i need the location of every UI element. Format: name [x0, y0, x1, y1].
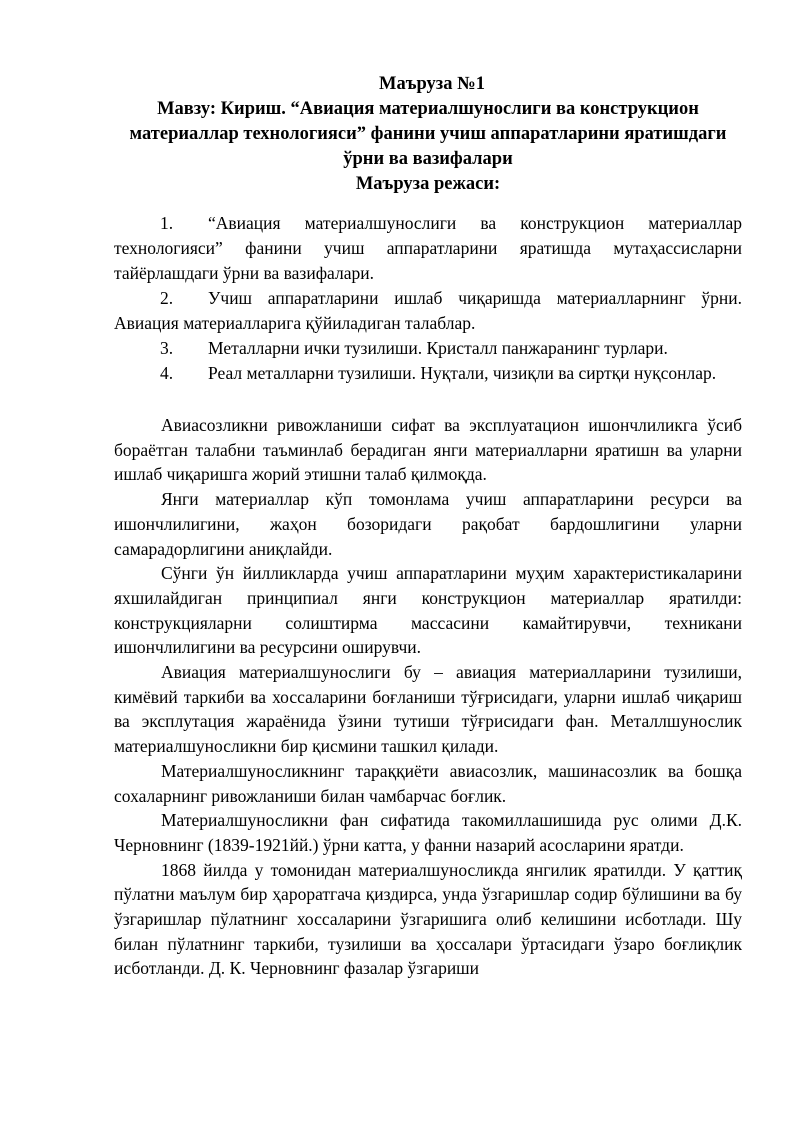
plan-item-number: 1.: [160, 213, 174, 233]
plan-title: Маъруза режаси:: [355, 174, 501, 194]
body-paragraph: 1868 йилда у томонидан материалшуносликда янгилик яратилди. У қаттиқ пўлатни маълум бир ҳароратгача қиздирса, унда ўзгаришлар содир бўлишини ва бу ўзгаришлар пўлатнинг хоссаларини ўзгаришига олиб келишини исботлади. Шу билан пўлатнинг таркиби, тузилиши ва ҳосcалари ўртасидаги ўзаро боғлиқлик исботланди. Д. К. Черновнинг фазалар ўзгариши: [114, 859, 742, 979]
lecture-number: Маъруза №1: [379, 74, 485, 94]
body-paragraph: Янги материаллар кўп томонлама учиш аппаратларини ресурси ва ишончлилигини, жаҳон бозоридаги рақобат бардошлигини уларни самарадорлигини аниқлайди.: [114, 489, 742, 559]
plan-item-text: Металларни ички тузилиши. Кристалл панжаранинг турлари.: [208, 338, 668, 358]
plan-item-number: 3.: [160, 338, 174, 358]
body-paragraph: Материалшуносликни фан сифатида такомиллашишида рус олими Д.К. Черновнинг (1839-1921йй.) ўрни катта, у фанни назарий асосларини яратди.: [114, 810, 742, 855]
document-content: [114, 72, 742, 981]
plan-item: [114, 336, 742, 361]
plan-item-number: 2.: [160, 288, 174, 308]
plan-item-text: Реал металларни тузилиши. Нуқтали, чизиқли ва сиртқи нуқсонлар.: [208, 363, 717, 383]
body-paragraph: Материалшуносликнинг тараққиёти авиасозлик, машинасозлик ва бошқа сохаларнинг ривожланиши билан чамбарчас боғлик.: [114, 760, 742, 806]
section-spacer: [114, 386, 742, 413]
plan-item: [114, 361, 742, 386]
plan-item: [114, 211, 742, 286]
lecture-topic: Мавзу: Кириш. “Авиация материалшунослиги ва конструкцион материаллар технологияси” фанини учиш аппаратларини яратишдаги ўрни ва вазифалари: [129, 99, 727, 169]
body-paragraph: Авиация материалшунослиги бу – авиация материалларини тузилиши, кимёвий таркиби ва хоссаларини боғланиши тўғрисидаги, уларни ишлаб чиқариш ва эксплутация жараёнида ўзини тутиши тўғрисидаги фан. Металлшунослик материалшуносликни бир қисмини ташкил қилади.: [114, 662, 742, 757]
plan-item: [114, 286, 742, 336]
plan-item-text: “Авиация материалшунослиги ва конструкцион материаллар технологияси” фанини учиш аппаратларини яратишда мутаҳассисларни тайёрлашдаги ўрни ва вазифалари.: [114, 213, 742, 283]
body-paragraph: Авиасозликни ривожланиши сифат ва эксплуатацион ишончлиликга ўсиб бораётган талабни таъминлаб берадиган янги материалларни яратишн ва уларни ишлаб чиқаришга жорий этишни талаб қилмоқда.: [114, 415, 742, 485]
plan-item-number: 4.: [160, 363, 174, 383]
plan-list: [114, 211, 742, 386]
plan-item-text: Учиш аппаратларини ишлаб чиқаришда материалларнинг ўрни. Авиация материалларига қўйиладиган талаблар.: [114, 288, 742, 333]
body-text: [114, 413, 742, 981]
body-paragraph: Сўнги ўн йилликларда учиш аппаратларини муҳим характеристикаларини яхшилайдиган принципиал янги конструкцион материаллар яратилди: конструкцияларни солиштирма массасини камайтирувчи, техникани ишончлилигини ва ресурсини оширувчи.: [114, 563, 742, 658]
